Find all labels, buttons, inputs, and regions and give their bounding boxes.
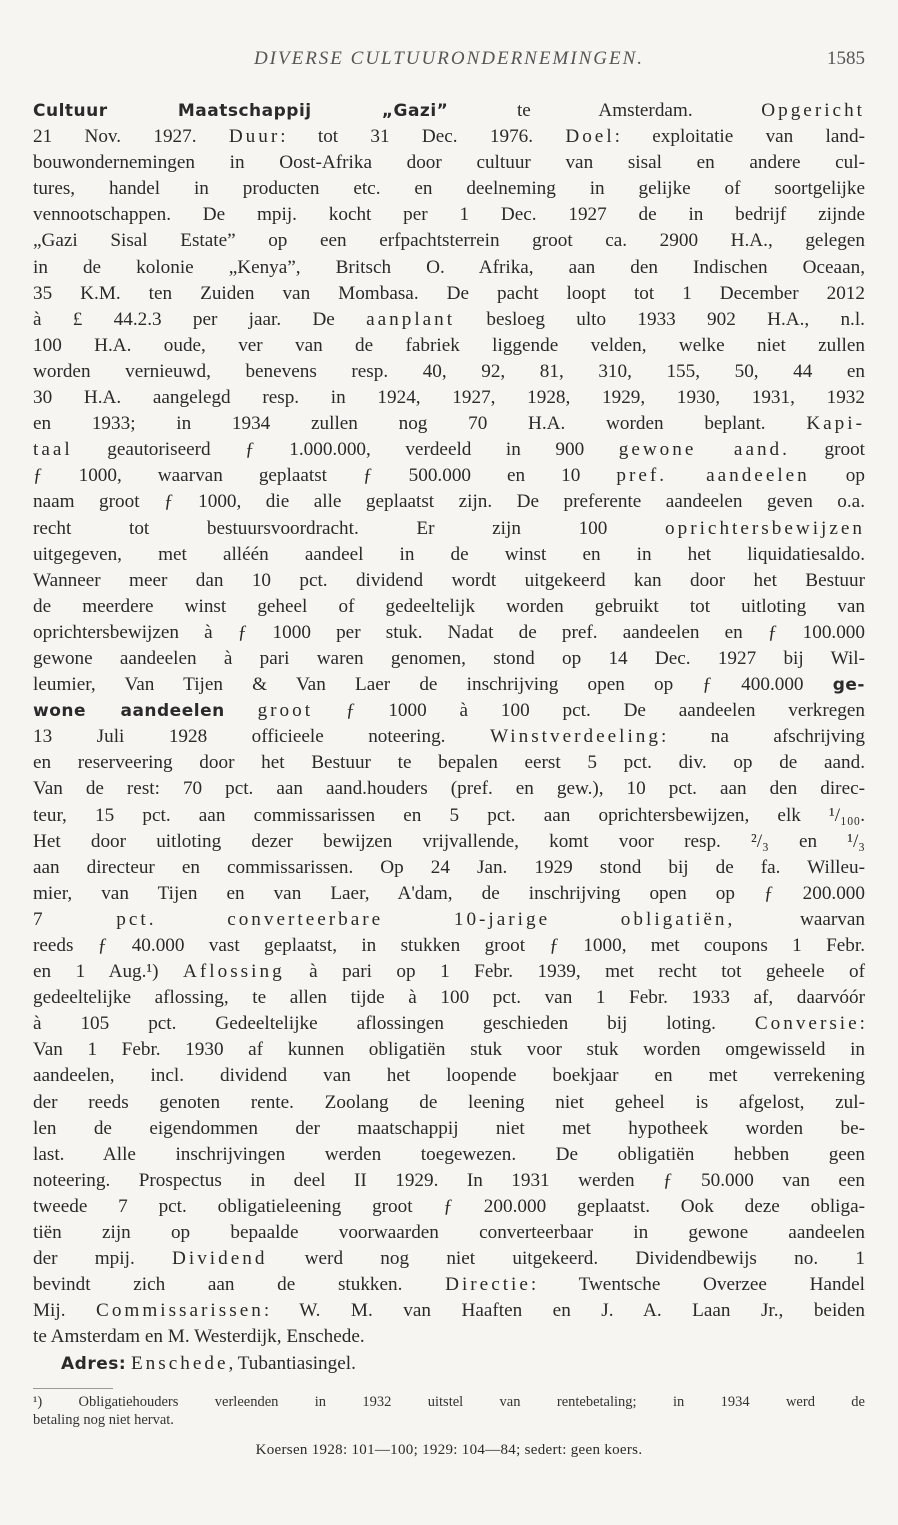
text-segment: gewone aand. (618, 439, 790, 461)
text-segment: : na afschrijving (660, 726, 865, 748)
text-line (33, 1246, 865, 1272)
text-line (33, 150, 865, 176)
text-segment: in de kolonie „Kenya”, Britsch O. Afrika, aan den Indischen Oceaan, (33, 256, 865, 278)
text-line (33, 776, 865, 802)
text-line (33, 959, 865, 985)
text-segment: Doel (565, 126, 615, 148)
text-segment: „Gazi Sisal Estate” op een erfpachtsterrein groot ca. 2900 H.A., gelegen (33, 230, 865, 252)
text-line (33, 1351, 865, 1377)
footnote-rule (33, 1388, 113, 1389)
text-segment: wone aandeelen (33, 701, 225, 722)
text-line (33, 1298, 865, 1324)
text-line (33, 228, 865, 254)
text-segment: oprichtersbewijzen à ƒ 1000 per stuk. Nadat de pref. aandeelen en ƒ 100.000 (33, 621, 865, 643)
text-line (33, 307, 865, 333)
text-line (33, 333, 865, 359)
text-line (33, 98, 865, 124)
text-line (33, 1142, 865, 1168)
text-line (33, 594, 865, 620)
text-segment (225, 700, 258, 721)
text-segment: 30 H.A. aangelegd resp. in 1924, 1927, 1928, 1929, 1930, 1931, 1932 (33, 387, 865, 409)
text-segment: worden vernieuwd, benevens resp. 40, 92, 81, 310, 155, 50, 44 en (33, 360, 865, 382)
text-line (33, 1220, 865, 1246)
text-segment: Van 1 Febr. 1930 af kunnen obligatiën stuk voor stuk worden omgewisseld in (33, 1039, 865, 1061)
text-segment: tweede 7 pct. obligatieleening groot ƒ 200.000 geplaatst. Ook deze obliga- (33, 1195, 865, 1217)
text-segment: aan directeur en commissarissen. Op 24 Jan. 1929 stond bij de fa. Willeu- (33, 856, 865, 878)
text-segment: mier, van Tijen en van Laer, A'dam, de inschrijving open op ƒ 200.000 (33, 882, 865, 904)
text-segment: te Amsterdam. (448, 100, 762, 121)
text-segment: Winstverdeeling (489, 726, 661, 748)
text-segment: 13 Juli 1928 officieele noteering. (33, 726, 490, 748)
text-segment: en 1933; in 1934 zullen nog 70 H.A. worden beplant. (33, 413, 807, 435)
article-body (33, 98, 865, 1377)
text-line (33, 985, 865, 1011)
text-segment: aanplant (366, 308, 456, 330)
text-segment: werd nog niet uitgekeerd. Dividendbewijs no. 1 (267, 1248, 865, 1270)
text-line (33, 1090, 865, 1116)
text-segment: 21 Nov. 1927. (33, 126, 229, 148)
text-line (33, 1037, 865, 1063)
text-segment: Conversie (754, 1013, 860, 1035)
header-title: DIVERSE CULTUURONDERNEMINGEN. (253, 48, 645, 69)
text-line (33, 437, 865, 463)
footnote-line: ¹) Obligatiehouders verleenden in 1932 uitstel van rentebetaling; in 1934 werd de (33, 1394, 865, 1410)
text-line (33, 907, 865, 933)
text-line (33, 463, 865, 489)
text-segment: der reeds genoten rente. Zoolang de leening niet geheel is afgelost, zul- (33, 1091, 865, 1113)
text-segment: : Twentsche Overzee Handel (530, 1274, 865, 1296)
text-segment: uitgegeven, met alléén aandeel in de winst en in het liquidatiesaldo. (33, 543, 865, 565)
text-line (33, 411, 865, 437)
text-segment: groot (257, 700, 314, 722)
text-segment: len de eigendommen der maatschappij niet met hypotheek worden be- (33, 1117, 865, 1139)
text-line (33, 124, 865, 150)
text-segment: besloeg ulto 1933 902 H.A., n.l. (455, 308, 865, 330)
text-line (33, 489, 865, 515)
text-line (33, 385, 865, 411)
text-segment: op (809, 465, 865, 487)
text-segment: noteering. Prospectus in deel II 1929. In 1931 werden ƒ 50.000 van een (33, 1169, 865, 1191)
text-line (33, 750, 865, 776)
koersen-line: Koersen 1928: 101—100; 1929: 104—84; sedert: geen koers. (255, 1442, 643, 1458)
text-line (33, 803, 865, 829)
text-segment: à 105 pct. Gedeeltelijke aflossingen geschieden bij loting. (33, 1013, 755, 1035)
text-segment: naam groot ƒ 1000, die alle geplaatst zijn. De preferente aandeelen geven o.a. (33, 491, 865, 513)
text-segment: ge- (832, 675, 865, 696)
text-line (33, 1063, 865, 1089)
text-segment: te Amsterdam en M. Westerdijk, Enschede. (33, 1326, 365, 1348)
text-segment: : (859, 1013, 865, 1035)
text-segment: der mpij. (33, 1248, 172, 1270)
text-segment: reeds ƒ 40.000 vast geplaatst, in stukken groot ƒ 1000, met coupons 1 Febr. (33, 935, 865, 956)
text-segment: Opgericht (761, 100, 865, 121)
text-line (33, 542, 865, 568)
text-segment: geautoriseerd ƒ 1.000.000, verdeeld in 900 (72, 439, 619, 461)
text-segment: teur, 15 pct. aan commissarissen en 5 pct. aan oprichtersbewijzen, elk ¹/₁₀₀. (33, 804, 865, 826)
text-segment: Adres: (61, 1353, 127, 1374)
text-line (33, 1011, 865, 1037)
text-segment: tures, handel in producten etc. en deelneming in gelijke of soortgelijke (33, 178, 865, 200)
text-segment: : tot 31 Dec. 1976. (280, 126, 566, 148)
text-segment: Aflossing (183, 961, 285, 983)
text-segment: à £ 44.2.3 per jaar. De (33, 308, 367, 330)
text-segment: oprichtersbewijzen (665, 517, 865, 539)
text-segment: leumier, Van Tijen & Van Laer de inschrijving open op ƒ 400.000 (33, 674, 833, 696)
running-header (0, 48, 898, 78)
text-segment: Duur (228, 126, 281, 148)
text-line (33, 568, 865, 594)
text-segment: en reserveering door het Bestuur te bepalen eerst 5 pct. div. op de aand. (33, 752, 865, 774)
text-segment: Wanneer meer dan 10 pct. dividend wordt uitgekeerd kan door het Bestuur (33, 569, 865, 591)
text-line (33, 1272, 865, 1298)
text-line (33, 698, 865, 724)
text-segment: pref. aandeelen (616, 465, 810, 487)
text-segment: Enschede (130, 1352, 229, 1374)
text-segment: de meerdere winst geheel of gedeeltelijk worden gebruikt tot uitloting van (33, 595, 865, 617)
text-segment: Dividend (172, 1248, 268, 1270)
text-segment: taal (33, 439, 73, 461)
text-segment: aandeelen, incl. dividend van het loopende boekjaar en met verrekening (33, 1065, 865, 1087)
text-line (33, 255, 865, 281)
text-line (33, 672, 865, 698)
text-line (33, 724, 865, 750)
text-segment: groot (789, 439, 865, 461)
footnote-line: betaling nog niet hervat. (33, 1412, 174, 1428)
text-segment: last. Alle inschrijvingen werden toegewezen. De obligatiën hebben geen (33, 1143, 865, 1165)
text-segment: bouwondernemingen in Oost-Afrika door cultuur van sisal en andere cul- (33, 152, 865, 174)
footnote (33, 1393, 865, 1429)
text-segment: gedeeltelijke aflossing, te allen tijde à 100 pct. van 1 Febr. 1933 af, daarvóór (33, 987, 865, 1009)
text-line (33, 829, 865, 855)
text-segment: ƒ 1000 à 100 pct. De aandeelen verkregen (313, 700, 866, 722)
text-segment: Commissarissen (96, 1300, 264, 1322)
page-number: 1585 (827, 48, 865, 69)
text-line (33, 1324, 865, 1350)
text-segment: Cultuur Maatschappij „Gazi” (33, 101, 449, 121)
text-line (33, 176, 865, 202)
text-segment: en 1 Aug.¹) (33, 961, 184, 983)
text-segment: bevindt zich aan de stukken. (33, 1274, 446, 1296)
text-segment: Mij. (33, 1300, 97, 1322)
text-segment: tiën zijn op bepaalde voorwaarden converteerbaar in gewone aandeelen (33, 1222, 865, 1244)
text-line (33, 620, 865, 646)
text-line (33, 933, 865, 959)
text-segment: vennootschappen. De mpij. kocht per 1 Dec. 1927 de in bedrijf zijnde (33, 204, 865, 226)
text-segment: gewone aandeelen à pari waren genomen, stond op 14 Dec. 1927 bij Wil- (33, 647, 865, 669)
text-line (33, 881, 865, 907)
text-segment: à pari op 1 Febr. 1939, met recht tot geheele of (284, 961, 865, 983)
text-segment: : exploitatie van land- (614, 126, 865, 148)
text-segment: ƒ 1000, waarvan geplaatst ƒ 500.000 en 10 (33, 465, 617, 487)
text-segment: 7 pct. converteerbare 10-jarige obligatiën (33, 908, 728, 930)
text-segment: , waarvan (727, 908, 865, 930)
text-segment: Het door uitloting dezer bewijzen vrijvallende, komt voor resp. ²/₃ en ¹/₃ (33, 830, 865, 852)
text-line (33, 281, 865, 307)
text-segment: recht tot bestuursvoordracht. Er zijn 100 (33, 517, 666, 539)
text-line (33, 855, 865, 881)
text-line (33, 202, 865, 228)
text-segment: 35 K.M. ten Zuiden van Mombasa. De pacht loopt tot 1 December 2012 (33, 282, 865, 304)
text-segment: , Tubantiasingel. (228, 1352, 356, 1374)
text-segment: Directie (445, 1274, 531, 1296)
text-line (33, 516, 865, 542)
text-line (33, 1116, 865, 1142)
text-line (33, 1168, 865, 1194)
text-line (33, 1194, 865, 1220)
text-segment: Kapi- (806, 413, 865, 435)
text-line (33, 646, 865, 672)
text-segment: 100 H.A. oude, ver van de fabriek liggende velden, welke niet zullen (33, 334, 865, 356)
text-segment: : W. M. van Haaften en J. A. Laan Jr., beiden (263, 1300, 865, 1322)
text-line (33, 359, 865, 385)
text-segment: Van de rest: 70 pct. aan aand.houders (pref. en gew.), 10 pct. aan den direc- (33, 778, 865, 800)
